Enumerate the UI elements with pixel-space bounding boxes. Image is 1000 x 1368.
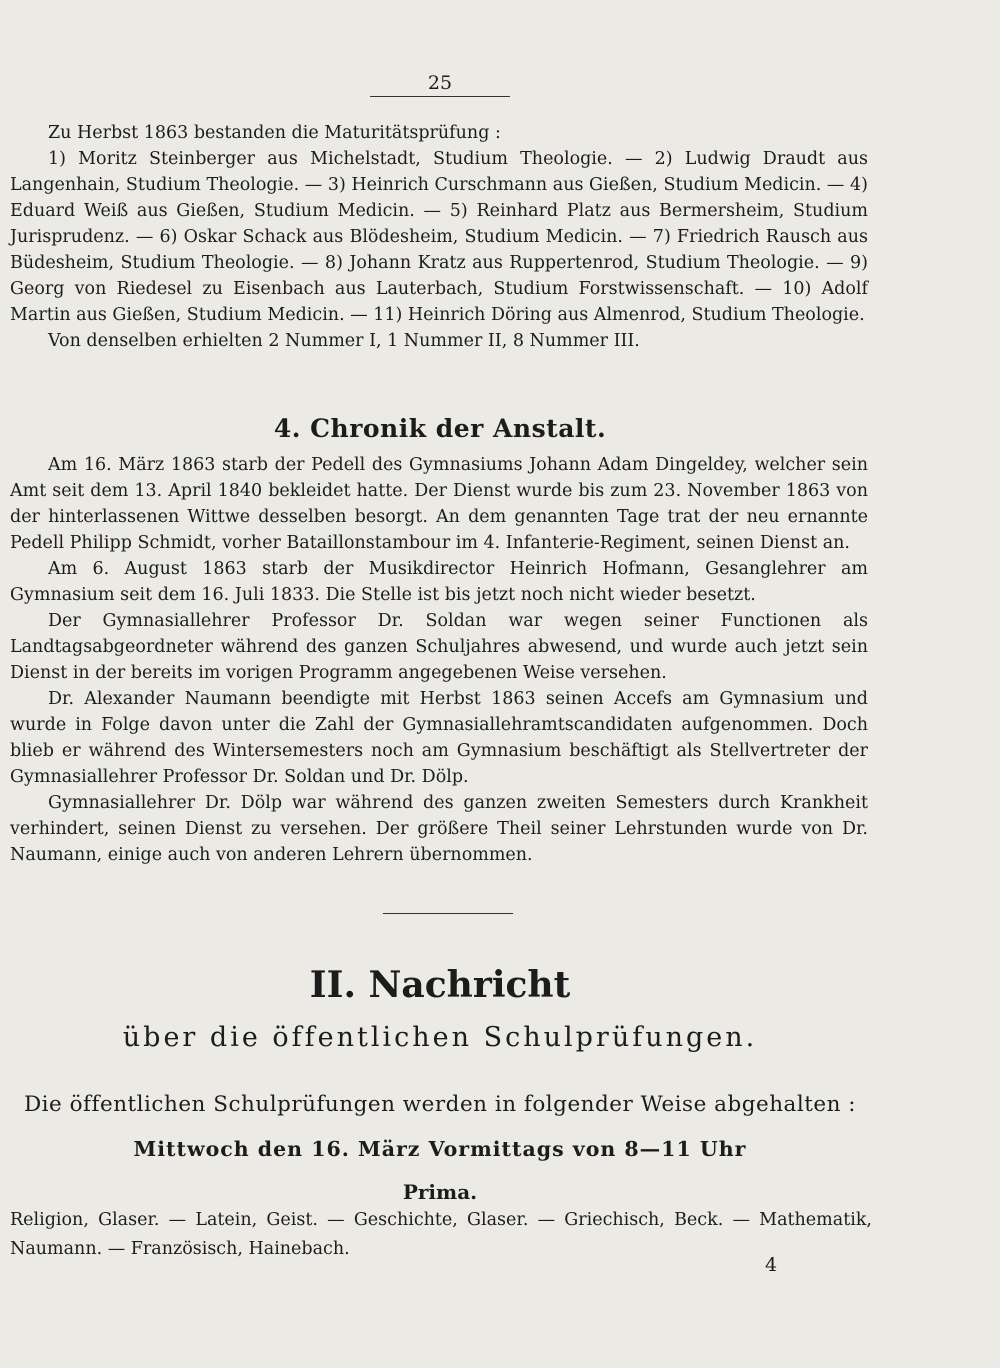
section-heading: II. Nachricht [309, 964, 571, 1006]
exam-date-line: Mittwoch den 16. März Vormittags von 8—11 Uhr [133, 1137, 747, 1161]
chronik-paragraph-3: Der Gymnasiallehrer Professor Dr. Soldan war wegen seiner Functionen als Landtagsabgeordneter während des ganzen Schuljahres abwesend, und wurde auch jetzt sein Dienst in der bereits im vorigen Programm angegebenen Weise versehen. [10, 611, 868, 683]
maturitaet-list: 1) Moritz Steinberger aus Michelstadt, Studium Theologie. — 2) Ludwig Draudt aus Langenhain, Studium Theologie. — 3) Heinrich Curschmann aus Gießen, Studium Medicin. — 4) Eduard Weiß aus Gießen, Studium Medicin. — 5) Reinhard Platz aus Bermersheim, Studium Jurisprudenz. — 6) Oskar Schack aus Blödesheim, Studium Medicin. — 7) Friedrich Rausch aus Büdesheim, Studium Theologie. — 8) Johann Kratz aus Ruppertenrod, Studium Theologie. — 9) Georg von Riedesel zu Eisenbach aus Lauterbach, Studium Forstwissenschaft. — 10) Adolf Martin aus Gießen, Studium Medicin. — 11) Heinrich Döring aus Almenrod, Studium Theologie. [10, 149, 868, 325]
chronik-paragraph-2: Am 6. August 1863 starb der Musikdirector Heinrich Hofmann, Gesanglehrer am Gymnasium seit dem 16. Juli 1833. Die Stelle ist bis jetzt noch nicht wieder besetzt. [10, 559, 868, 605]
maturitaet-result: Von denselben erhielten 2 Nummer I, 1 Nummer II, 8 Nummer III. [48, 331, 640, 351]
page-number: 25 [427, 72, 453, 94]
maturitaet-section [10, 120, 868, 354]
chronik-paragraph-5: Gymnasiallehrer Dr. Dölp war während des ganzen zweiten Semesters durch Krankheit verhindert, seinen Dienst zu versehen. Der größere Theil seiner Lehrstunden wurde von Dr. Naumann, einige auch von anderen Lehrern übernommen. [10, 793, 868, 865]
section-divider [383, 913, 513, 914]
chronik-heading: 4. Chronik der Anstalt. [273, 414, 607, 443]
maturitaet-intro: Zu Herbst 1863 bestanden die Maturitätsprüfung : [48, 123, 501, 143]
footer-number: 4 [765, 1254, 778, 1276]
chronik-paragraph-1: Am 16. März 1863 starb der Pedell des Gymnasiums Johann Adam Dingeldey, welcher sein Amt seit dem 13. April 1840 bekleidet hatte. Der Dienst wurde bis zum 23. November 1863 von der hinterlassenen Wittwe desselben besorgt. An dem genannten Tage trat der neu ernannte Pedell Philipp Schmidt, vorher Bataillonstambour im 4. Infanterie-Regiment, seinen Dienst an. [10, 455, 868, 553]
exam-subjects: Religion, Glaser. — Latein, Geist. — Geschichte, Glaser. — Griechisch, Beck. — Mathematik, Naumann. — Französisch, Hainebach. [10, 1210, 872, 1259]
chronik-section [10, 452, 868, 868]
exam-class: Prima. [402, 1180, 478, 1204]
header-rule [370, 96, 510, 97]
section-subheading: über die öffentlichen Schulprüfungen. [122, 1022, 758, 1053]
exam-intro: Die öffentlichen Schulprüfungen werden in folgender Weise abgehalten : [23, 1092, 857, 1117]
chronik-paragraph-4: Dr. Alexander Naumann beendigte mit Herbst 1863 seinen Accefs am Gymnasium und wurde in Folge davon unter die Zahl der Gymnasiallehramtscandidaten aufgenommen. Doch blieb er während des Wintersemesters noch am Gymnasium beschäftigt als Stellvertreter der Gymnasiallehrer Professor Dr. Soldan und Dr. Dölp. [10, 689, 868, 787]
